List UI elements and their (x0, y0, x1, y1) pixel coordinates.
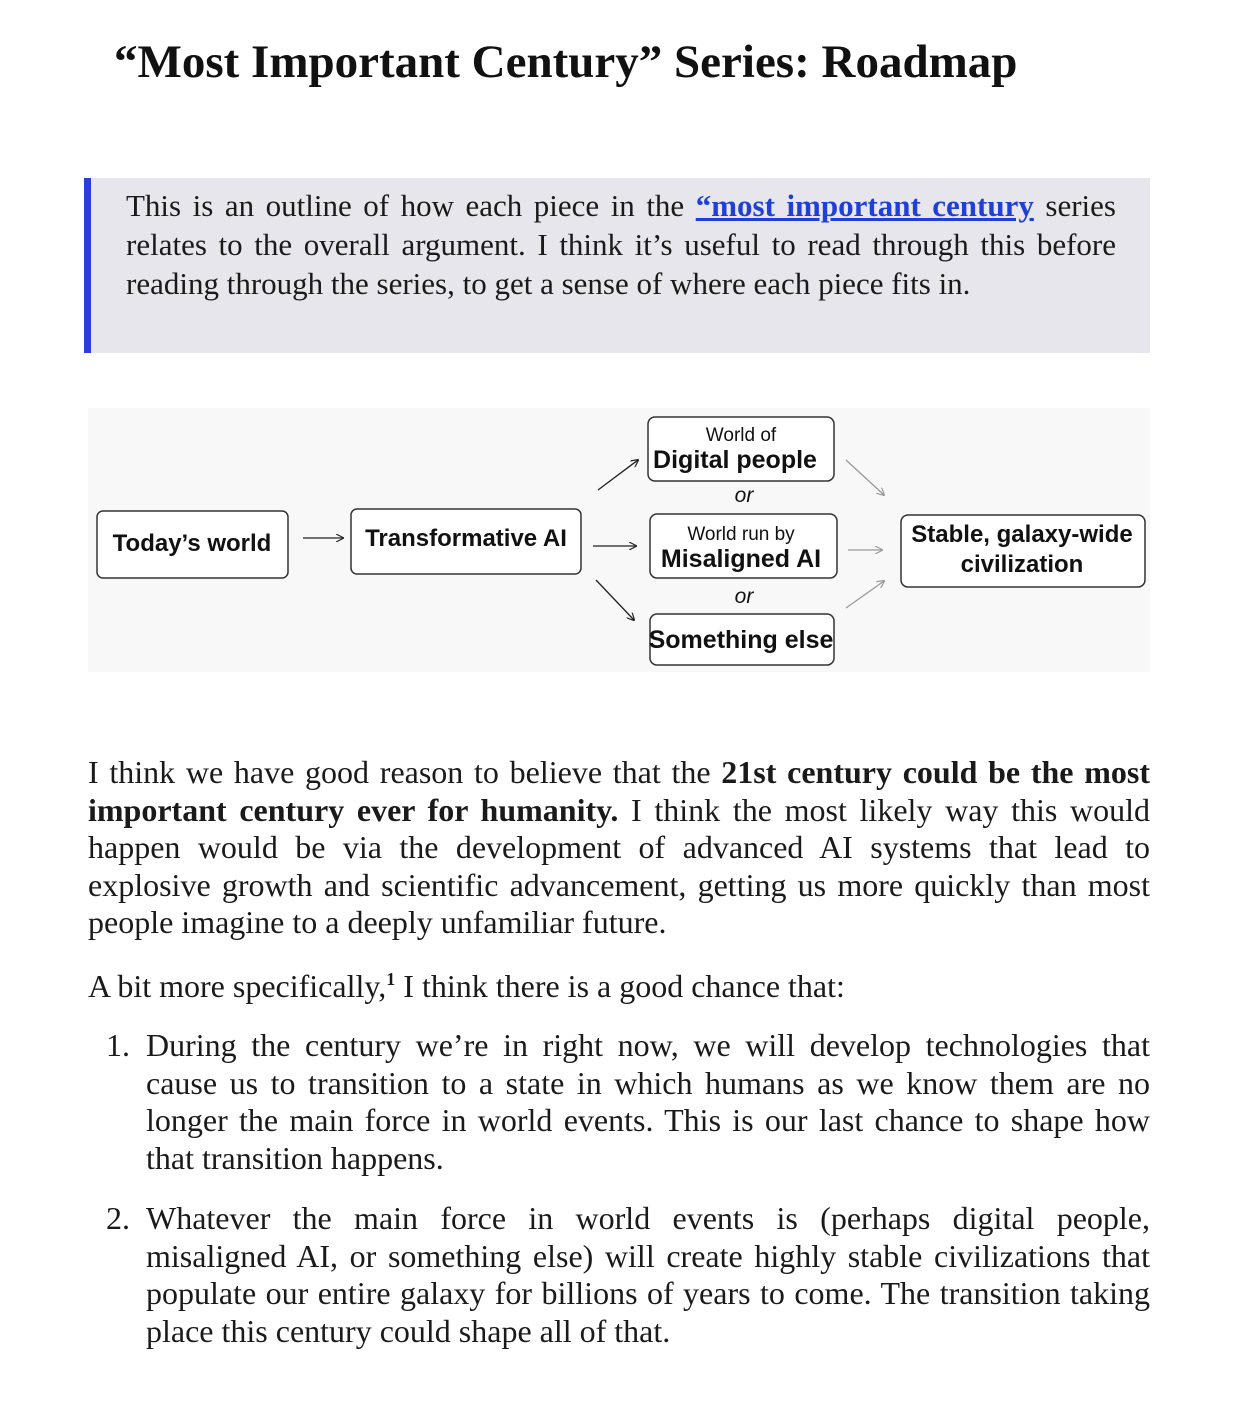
roadmap-diagram-svg (88, 408, 1150, 672)
roadmap-diagram (88, 408, 1150, 672)
specifically-text-after: I think there is a good chance that: (395, 968, 845, 1004)
intro-callout (84, 178, 1150, 353)
arrow-to-digital-people (598, 460, 638, 490)
specifically-text: A bit more specifically, (88, 968, 387, 1004)
callout-text (126, 186, 1116, 303)
intro-paragraph-end: I think the most likely way this would happen would be via the development of advanced AI systems that lead to explosive growth and scientific advancement, getting us more quickly than most people imagine to a deeply unfamiliar future. (88, 791, 1150, 940)
intro-paragraph (88, 754, 1150, 942)
arrow-from-something-else (846, 581, 884, 608)
misaligned-ai-label: Misaligned AI (660, 545, 822, 573)
or-label-2: or (734, 585, 754, 608)
callout-text-after-link: series relates to the overall argument. I think it’s useful to read through this before reading through the series, to get a sense of where each piece fits in. (126, 188, 1116, 301)
arrow-from-digital-people (846, 460, 884, 495)
digital-people-top-label: World of (705, 425, 777, 446)
intro-paragraph-start: I think we have good reason to believe that the (88, 754, 722, 790)
digital-people-label: Digital people (653, 446, 817, 474)
page-title: “Most Important Century” Series: Roadmap (114, 36, 1018, 88)
list-item-number: 1. (106, 1027, 130, 1063)
footnote-ref[interactable]: 1 (386, 969, 396, 989)
arrow-to-something-else (596, 580, 634, 620)
intro-paragraph-bold: 21st century could be the most important century ever for humanity. (88, 754, 1151, 828)
something-else-label: Something else (648, 626, 834, 654)
specifically-paragraph (88, 968, 1150, 1006)
stable-civilization-label-line2: civilization (960, 551, 1084, 578)
list-item-text: During the century we’re in right now, we will develop technologies that cause us to transition to a state in which humans as we know them are no longer the main force in world events. This is our last chance to shape how that transition happens. (146, 1027, 1150, 1176)
or-label-1: or (734, 484, 754, 507)
callout-text-before-link: This is an outline of how each piece in the (126, 188, 696, 223)
list-item-number: 2. (106, 1200, 130, 1236)
list-item-text: Whatever the main force in world events is (perhaps digital people, misaligned AI, or something else) will create highly stable civilizations that populate our entire galaxy for billions of years to come. The transition taking place this century could shape all of that. (146, 1200, 1150, 1349)
todays-world-label: Today’s world (112, 530, 272, 557)
most-important-century-link[interactable]: “most important century (695, 188, 1034, 223)
transformative-ai-label: Transformative AI (365, 525, 567, 552)
stable-civilization-label-line1: Stable, galaxy-wide (911, 521, 1133, 548)
misaligned-ai-top-label: World run by (687, 524, 795, 545)
